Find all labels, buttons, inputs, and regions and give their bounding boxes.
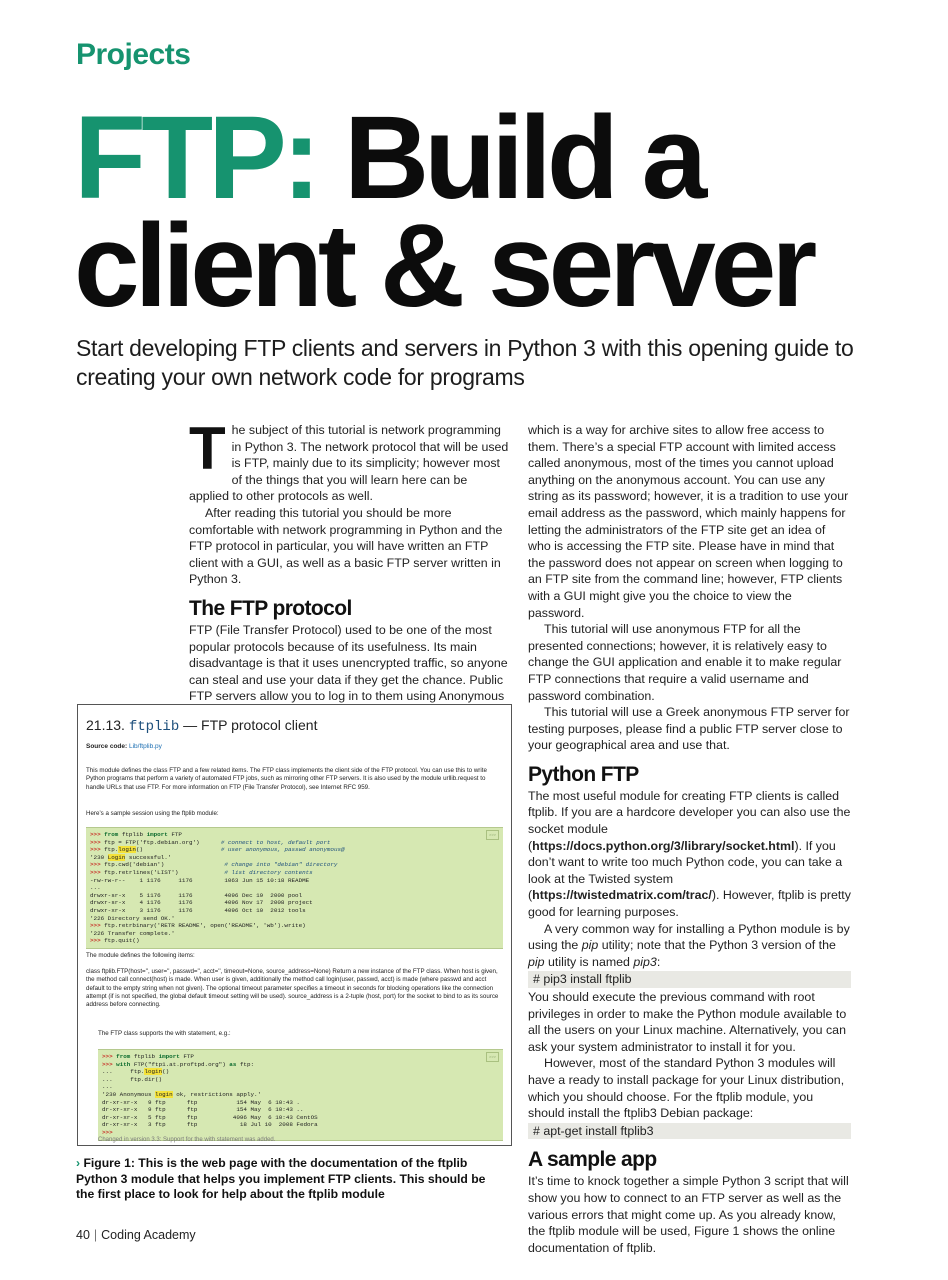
page-footer <box>76 1228 196 1242</box>
ftp-protocol-paragraph: FTP (File Transfer Protocol) used to be one of the most popular protocols because of its usefulness. Its main disadvantage is that it uses unencrypted traffic, so anyone can steal and use your data if they get the chance. Public FTP servers allow you to log in to them using Anonymous <box>189 622 508 704</box>
figure-cut-off-text: Changed in version 3.3: Support for the with statement was added. <box>98 1137 276 1143</box>
heading-sample-app: A sample app <box>528 1148 657 1172</box>
figure-code-sample-1: >>> >>> from ftplib import FTP >>> ftp = FTP('ftp.debian.org') # connect to host, default port >>> ftp.login() # user anonymous, passwd anonymous@ '230 Login successful.' >>> ftp.cwd('debian') # change into "debian" directory >>> ftp.retrlines('LIST') # list directory contents -rw-rw-r-- 1 1176 1176 1063 Jun 15 10:18 README ... drwxr-sr-x 5 1176 1176 4096 Dec 19 2000 pool drwxr-sr-x 4 1176 1176 4096 Nov 17 2008 project drwxr-xr-x 3 1176 1176 4096 Oct 10 2012 tools '226 Directory send OK.' >>> ftp.retrbinary('RETR README', open('README', 'wb').write) '226 Transfer complete.' >>> ftp.quit() <box>86 827 503 949</box>
code-pip-install: # pip3 install ftplib <box>528 971 851 988</box>
figure-source-code: Source code: Lib/ftplib.py <box>86 743 162 750</box>
caption-arrow-icon: › <box>76 1156 81 1170</box>
section-label: Projects <box>76 38 191 71</box>
caption-text: Figure 1: This is the web page with the documentation of the ftplib Python 3 module that helps you implement FTP clients. This should be the first place to look for help about the ftplib module <box>76 1156 486 1202</box>
right-column <box>528 422 851 1256</box>
figure-doc-title: 21.13. ftplib — FTP protocol client <box>86 717 318 735</box>
twisted-link: https://twistedmatrix.com/trac/ <box>532 888 712 903</box>
root-privileges-paragraph: You should execute the previous command with root privileges in order to make the Python module available to all the users on your Linux machine. Alternatively, you can ask your system administrator to install it for you. <box>528 990 847 1054</box>
pip-paragraph: A very common way for installing a Python module is by using the pip utility; note that the Python 3 version of the pip utility is named pip3: <box>528 921 850 969</box>
sample-app-paragraph: It’s time to knock together a simple Python 3 script that will show you how to connect to an FTP server as well as the various errors that might come up. As you already know, the ftplib module will be used, Figure 1 shows the online documentation of ftplib. <box>528 1174 849 1255</box>
heading-python-ftp: Python FTP <box>528 762 639 786</box>
anonymous-paragraph-2: This tutorial will use anonymous FTP for all the presented connections; however, it is relatively easy to change the GUI application and enable it to make regular FTP connections that require a valid username and password combination. <box>528 622 842 703</box>
figure-items-label: The module defines the following items: <box>86 952 195 959</box>
figure-caption <box>76 1156 504 1203</box>
figure-ftplib-docs-screenshot <box>77 704 512 1146</box>
intro-paragraph-2: After reading this tutorial you should be more comfortable with network programming in Python and the FTP protocol in particular, you will have written an FTP client with a GUI, as well as a basic FTP server written in Python 3. <box>189 505 503 587</box>
intro-paragraph <box>189 415 509 505</box>
figure-with-statement-text: The FTP class supports the with statement, e.g.: <box>98 1030 231 1037</box>
debian-package-paragraph: However, most of the standard Python 3 modules will have a ready to install package for your Linux distribution, which you should choose. For the ftplib module, you should install the ftplib3 Debian package: <box>528 1056 845 1121</box>
drop-cap: T <box>189 415 226 482</box>
figure-intro-text: This module defines the class FTP and a few related items. The FTP class implements the client side of the FTP protocol. You can use this to write Python programs that perform a variety of automated FTP jobs, such as mirroring other FTP servers. It is also used by the module urllib.request to handle URLs that use FTP. For more information on FTP (File Transfer Protocol), see Internet RFC 959. <box>86 767 487 791</box>
headline-line2: client & server <box>74 200 813 332</box>
anonymous-paragraph: which is a way for archive sites to allow free access to them. There’s a special FTP account with limited access called anonymous, most of the times you cannot upload anything on the anonymous account. You can use any string as its password; however, it is a tradition to use your email address as the password, which mainly happens for letting the administrators of the FTP site get an idea of who is accessing the FTP site. Please have in mind that the password does not appear on screen when logging to an FTP site from the command line; however, FTP clients with a GUI might give you the choice to view the password. <box>528 423 849 620</box>
copy-toggle-icon: >>> <box>486 830 499 840</box>
left-column <box>189 415 509 722</box>
figure-class-ftp-description: class ftplib.FTP(host='', user='', passwd='', acct='', timeout=None, source_address=None) Return a new instance of the FTP class. When host is given, the method call connect(host) is made. When user is given, additionally the method call login(user, passwd, acct) is made (where passwd and acct default to the empty string when not given). The optional timeout parameter specifies a timeout in seconds for blocking operations like the connection attempt (if is not specified, the global default timeout setting will be used). source_address is a 2-tuple (host, port) for the socket to bind to as its source address before connecting. <box>86 968 499 1009</box>
figure-code-sample-2: >>> >>> from ftplib import FTP >>> with FTP("ftp1.at.proftpd.org") as ftp: ... ftp.login() ... ftp.dir() ... '230 Anonymous login ok, restrictions apply.' dr-xr-xr-x 9 ftp ftp 154 May 6 10:43 . dr-xr-xr-x 9 ftp ftp 154 May 6 10:43 .. dr-xr-xr-x 5 ftp ftp 4096 May 6 10:43 CentOS dr-xr-xr-x 3 ftp ftp 18 Jul 10 2008 Fedora >>> <box>98 1049 503 1141</box>
greek-server-paragraph: This tutorial will use a Greek anonymous FTP server for testing purposes, please find a public FTP server close to your geographical area and use that. <box>528 705 850 753</box>
code-apt-get: # apt-get install ftplib3 <box>528 1123 851 1140</box>
python-ftp-paragraph: The most useful module for creating FTP clients is called ftplib. If you are a hardcore developer you can also use the socket module (https://docs.python.org/3/library/socket.html). If you don’t want to write too much Python code, you can take a look at the Twisted system (https://twistedmatrix.com/trac/). However, ftplib is pretty good for learning purposes. <box>528 788 851 920</box>
headline-rest: Build a <box>316 92 703 224</box>
headline-accent: FTP: <box>74 92 317 224</box>
figure-sample-label: Here’s a sample session using the ftplib module: <box>86 810 219 817</box>
publication-title: Coding Academy <box>101 1228 196 1242</box>
socket-docs-link: https://docs.python.org/3/library/socket.html <box>532 838 795 853</box>
standfirst: Start developing FTP clients and servers in Python 3 with this opening guide to creating your own network code for programs <box>76 335 854 390</box>
copy-toggle-icon: >>> <box>486 1052 499 1062</box>
footer-separator: | <box>93 1228 98 1242</box>
page-number: 40 <box>76 1228 90 1242</box>
intro-text: he subject of this tutorial is network programming in Python 3. The network protocol that will be used is FTP, mainly due to its simplicity; however most of the things that you will learn here can be applied to other protocols as well. <box>189 423 509 504</box>
headline <box>74 92 934 332</box>
heading-ftp-protocol: The FTP protocol <box>189 596 352 620</box>
